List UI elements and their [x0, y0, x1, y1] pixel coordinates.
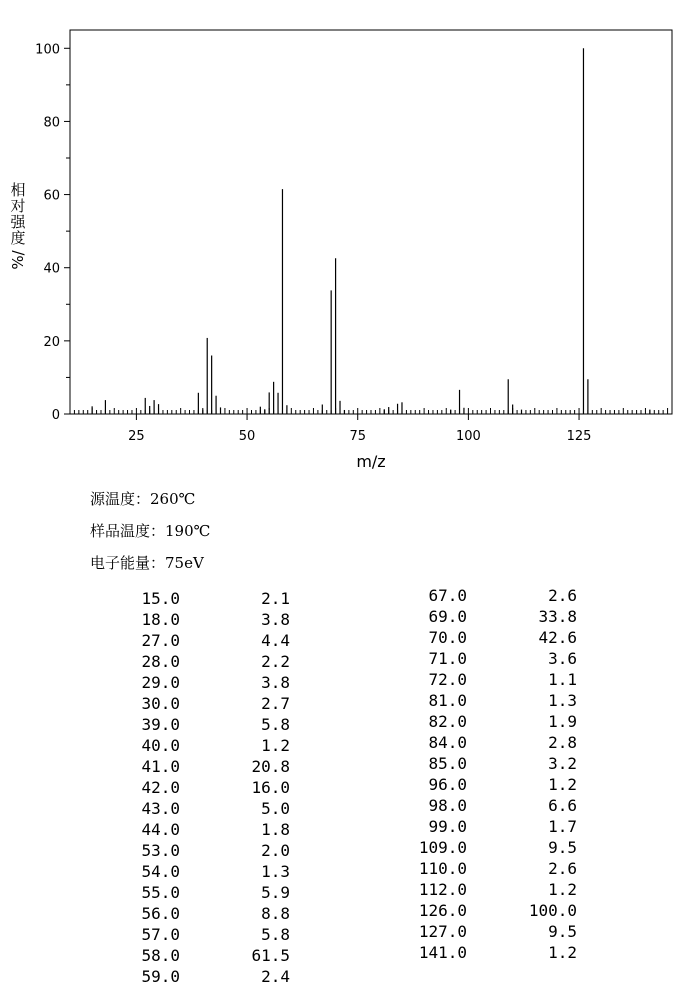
table-row [396, 606, 577, 627]
intensity-cell: 2.2 [261, 652, 290, 671]
intensity-cell: 5.8 [261, 925, 290, 944]
intensity-cell: 6.6 [548, 796, 577, 815]
mz-cell: 44.0 [141, 820, 180, 839]
intensity-cell: 1.8 [261, 820, 290, 839]
table-row [108, 882, 290, 903]
intensity-cell: 2.7 [261, 694, 290, 713]
x-minor-ticks [70, 408, 672, 414]
mz-cell: 141.0 [418, 943, 467, 962]
mz-cell: 40.0 [141, 736, 180, 755]
x-tick-label: 100 [455, 429, 481, 444]
mz-cell: 84.0 [428, 733, 467, 752]
intensity-cell: 2.1 [261, 589, 290, 608]
mz-cell: 42.0 [141, 778, 180, 797]
table-row [396, 711, 577, 732]
intensity-cell: 2.4 [261, 967, 290, 986]
mz-cell: 67.0 [428, 586, 467, 605]
mz-cell: 29.0 [141, 673, 180, 692]
electron-energy: 电子能量：75eV [90, 554, 204, 572]
intensity-cell: 2.0 [261, 841, 290, 860]
table-row [108, 672, 290, 693]
mz-cell: 54.0 [141, 862, 180, 881]
table-row [108, 651, 290, 672]
table-row [396, 627, 577, 648]
table-row [108, 756, 290, 777]
intensity-cell: 33.8 [538, 607, 577, 626]
table-row [108, 945, 290, 966]
mz-cell: 58.0 [141, 946, 180, 965]
intensity-cell: 1.3 [261, 862, 290, 881]
mz-cell: 18.0 [141, 610, 180, 629]
intensity-cell: 8.8 [261, 904, 290, 923]
intensity-cell: 1.2 [261, 736, 290, 755]
y-axis-label-unit: %/ [9, 250, 27, 270]
intensity-cell: 1.2 [548, 880, 577, 899]
table-row [108, 966, 290, 987]
intensity-cell: 4.4 [261, 631, 290, 650]
mz-cell: 81.0 [428, 691, 467, 710]
x-tick-label: 25 [128, 429, 145, 444]
table-row [396, 900, 577, 921]
table-row [108, 861, 290, 882]
intensity-cell: 3.2 [548, 754, 577, 773]
mz-cell: 70.0 [428, 628, 467, 647]
mz-cell: 30.0 [141, 694, 180, 713]
y-tick-label: 60 [43, 188, 60, 204]
plot-frame [70, 30, 672, 414]
table-row [396, 585, 577, 606]
table-row [108, 588, 290, 609]
table-row [108, 840, 290, 861]
mz-cell: 96.0 [428, 775, 467, 794]
mz-cell: 57.0 [141, 925, 180, 944]
table-row [396, 732, 577, 753]
table-row [108, 924, 290, 945]
intensity-cell: 1.3 [548, 691, 577, 710]
source-temperature: 源温度：260℃ [90, 490, 196, 508]
intensity-cell: 1.7 [548, 817, 577, 836]
y-tick-label: 0 [51, 408, 60, 423]
table-row [108, 903, 290, 924]
peak-table-right [396, 585, 577, 963]
intensity-cell: 2.8 [548, 733, 577, 752]
mz-cell: 27.0 [141, 631, 180, 650]
table-row [396, 879, 577, 900]
intensity-cell: 20.8 [251, 757, 290, 776]
table-row [396, 837, 577, 858]
table-row [108, 609, 290, 630]
intensity-cell: 1.2 [548, 943, 577, 962]
intensity-cell: 2.6 [548, 586, 577, 605]
mz-cell: 110.0 [418, 859, 467, 878]
intensity-cell: 100.0 [528, 901, 577, 920]
table-row [396, 753, 577, 774]
table-row [396, 690, 577, 711]
y-tick-label: 80 [43, 115, 60, 131]
mz-cell: 15.0 [141, 589, 180, 608]
mz-cell: 72.0 [428, 670, 467, 689]
table-row [108, 798, 290, 819]
y-axis-label-char: 相 [10, 181, 26, 199]
intensity-cell: 2.6 [548, 859, 577, 878]
intensity-cell: 9.5 [548, 838, 577, 857]
intensity-cell: 1.2 [548, 775, 577, 794]
intensity-cell: 61.5 [251, 946, 290, 965]
mz-cell: 69.0 [428, 607, 467, 626]
y-axis-label-text [8, 182, 28, 246]
y-axis-label [8, 182, 28, 268]
mz-cell: 39.0 [141, 715, 180, 734]
x-tick-label: 125 [566, 429, 592, 444]
mz-cell: 112.0 [418, 880, 467, 899]
x-tick-label: 50 [238, 429, 256, 444]
table-row [396, 648, 577, 669]
mz-cell: 99.0 [428, 817, 467, 836]
y-axis-label-char: 强 [10, 213, 26, 231]
intensity-cell: 3.8 [261, 610, 290, 629]
table-row [396, 816, 577, 837]
mz-cell: 85.0 [428, 754, 467, 773]
mz-cell: 41.0 [141, 757, 180, 776]
table-row [108, 630, 290, 651]
intensity-cell: 9.5 [548, 922, 577, 941]
table-row [396, 942, 577, 963]
y-tick-label: 20 [43, 334, 60, 350]
x-axis-ticks [128, 414, 591, 444]
table-row [108, 735, 290, 756]
mz-cell: 109.0 [418, 838, 467, 857]
mz-cell: 59.0 [141, 967, 180, 986]
mz-cell: 82.0 [428, 712, 467, 731]
mz-cell: 43.0 [141, 799, 180, 818]
mz-cell: 53.0 [141, 841, 180, 860]
intensity-cell: 1.1 [548, 670, 577, 689]
y-axis-ticks [35, 42, 70, 423]
y-axis-label-char: 对 [10, 197, 26, 215]
mz-cell: 71.0 [428, 649, 467, 668]
mz-cell: 98.0 [428, 796, 467, 815]
table-row [108, 777, 290, 798]
intensity-cell: 3.8 [261, 673, 290, 692]
table-row [396, 921, 577, 942]
mz-cell: 28.0 [141, 652, 180, 671]
mz-cell: 55.0 [141, 883, 180, 902]
intensity-cell: 3.6 [548, 649, 577, 668]
table-row [108, 693, 290, 714]
intensity-cell: 5.0 [261, 799, 290, 818]
mass-spectrum-chart [0, 0, 696, 480]
table-row [396, 858, 577, 879]
mz-cell: 126.0 [418, 901, 467, 920]
intensity-cell: 5.9 [261, 883, 290, 902]
table-row [396, 669, 577, 690]
intensity-cell: 5.8 [261, 715, 290, 734]
mz-cell: 56.0 [141, 904, 180, 923]
table-row [396, 774, 577, 795]
intensity-cell: 1.9 [548, 712, 577, 731]
y-tick-label: 100 [35, 42, 60, 58]
x-axis-label: m/z [356, 452, 386, 471]
intensity-cell: 42.6 [538, 628, 577, 647]
spectrum-peaks [92, 48, 650, 414]
sample-temperature: 样品温度：190℃ [90, 522, 211, 540]
x-tick-label: 75 [349, 429, 366, 444]
table-row [108, 714, 290, 735]
intensity-cell: 16.0 [251, 778, 290, 797]
y-axis-label-char: 度 [10, 229, 26, 247]
peak-table-left [108, 588, 290, 987]
y-tick-label: 40 [43, 261, 60, 277]
mz-cell: 127.0 [418, 922, 467, 941]
table-row [396, 795, 577, 816]
table-row [108, 819, 290, 840]
